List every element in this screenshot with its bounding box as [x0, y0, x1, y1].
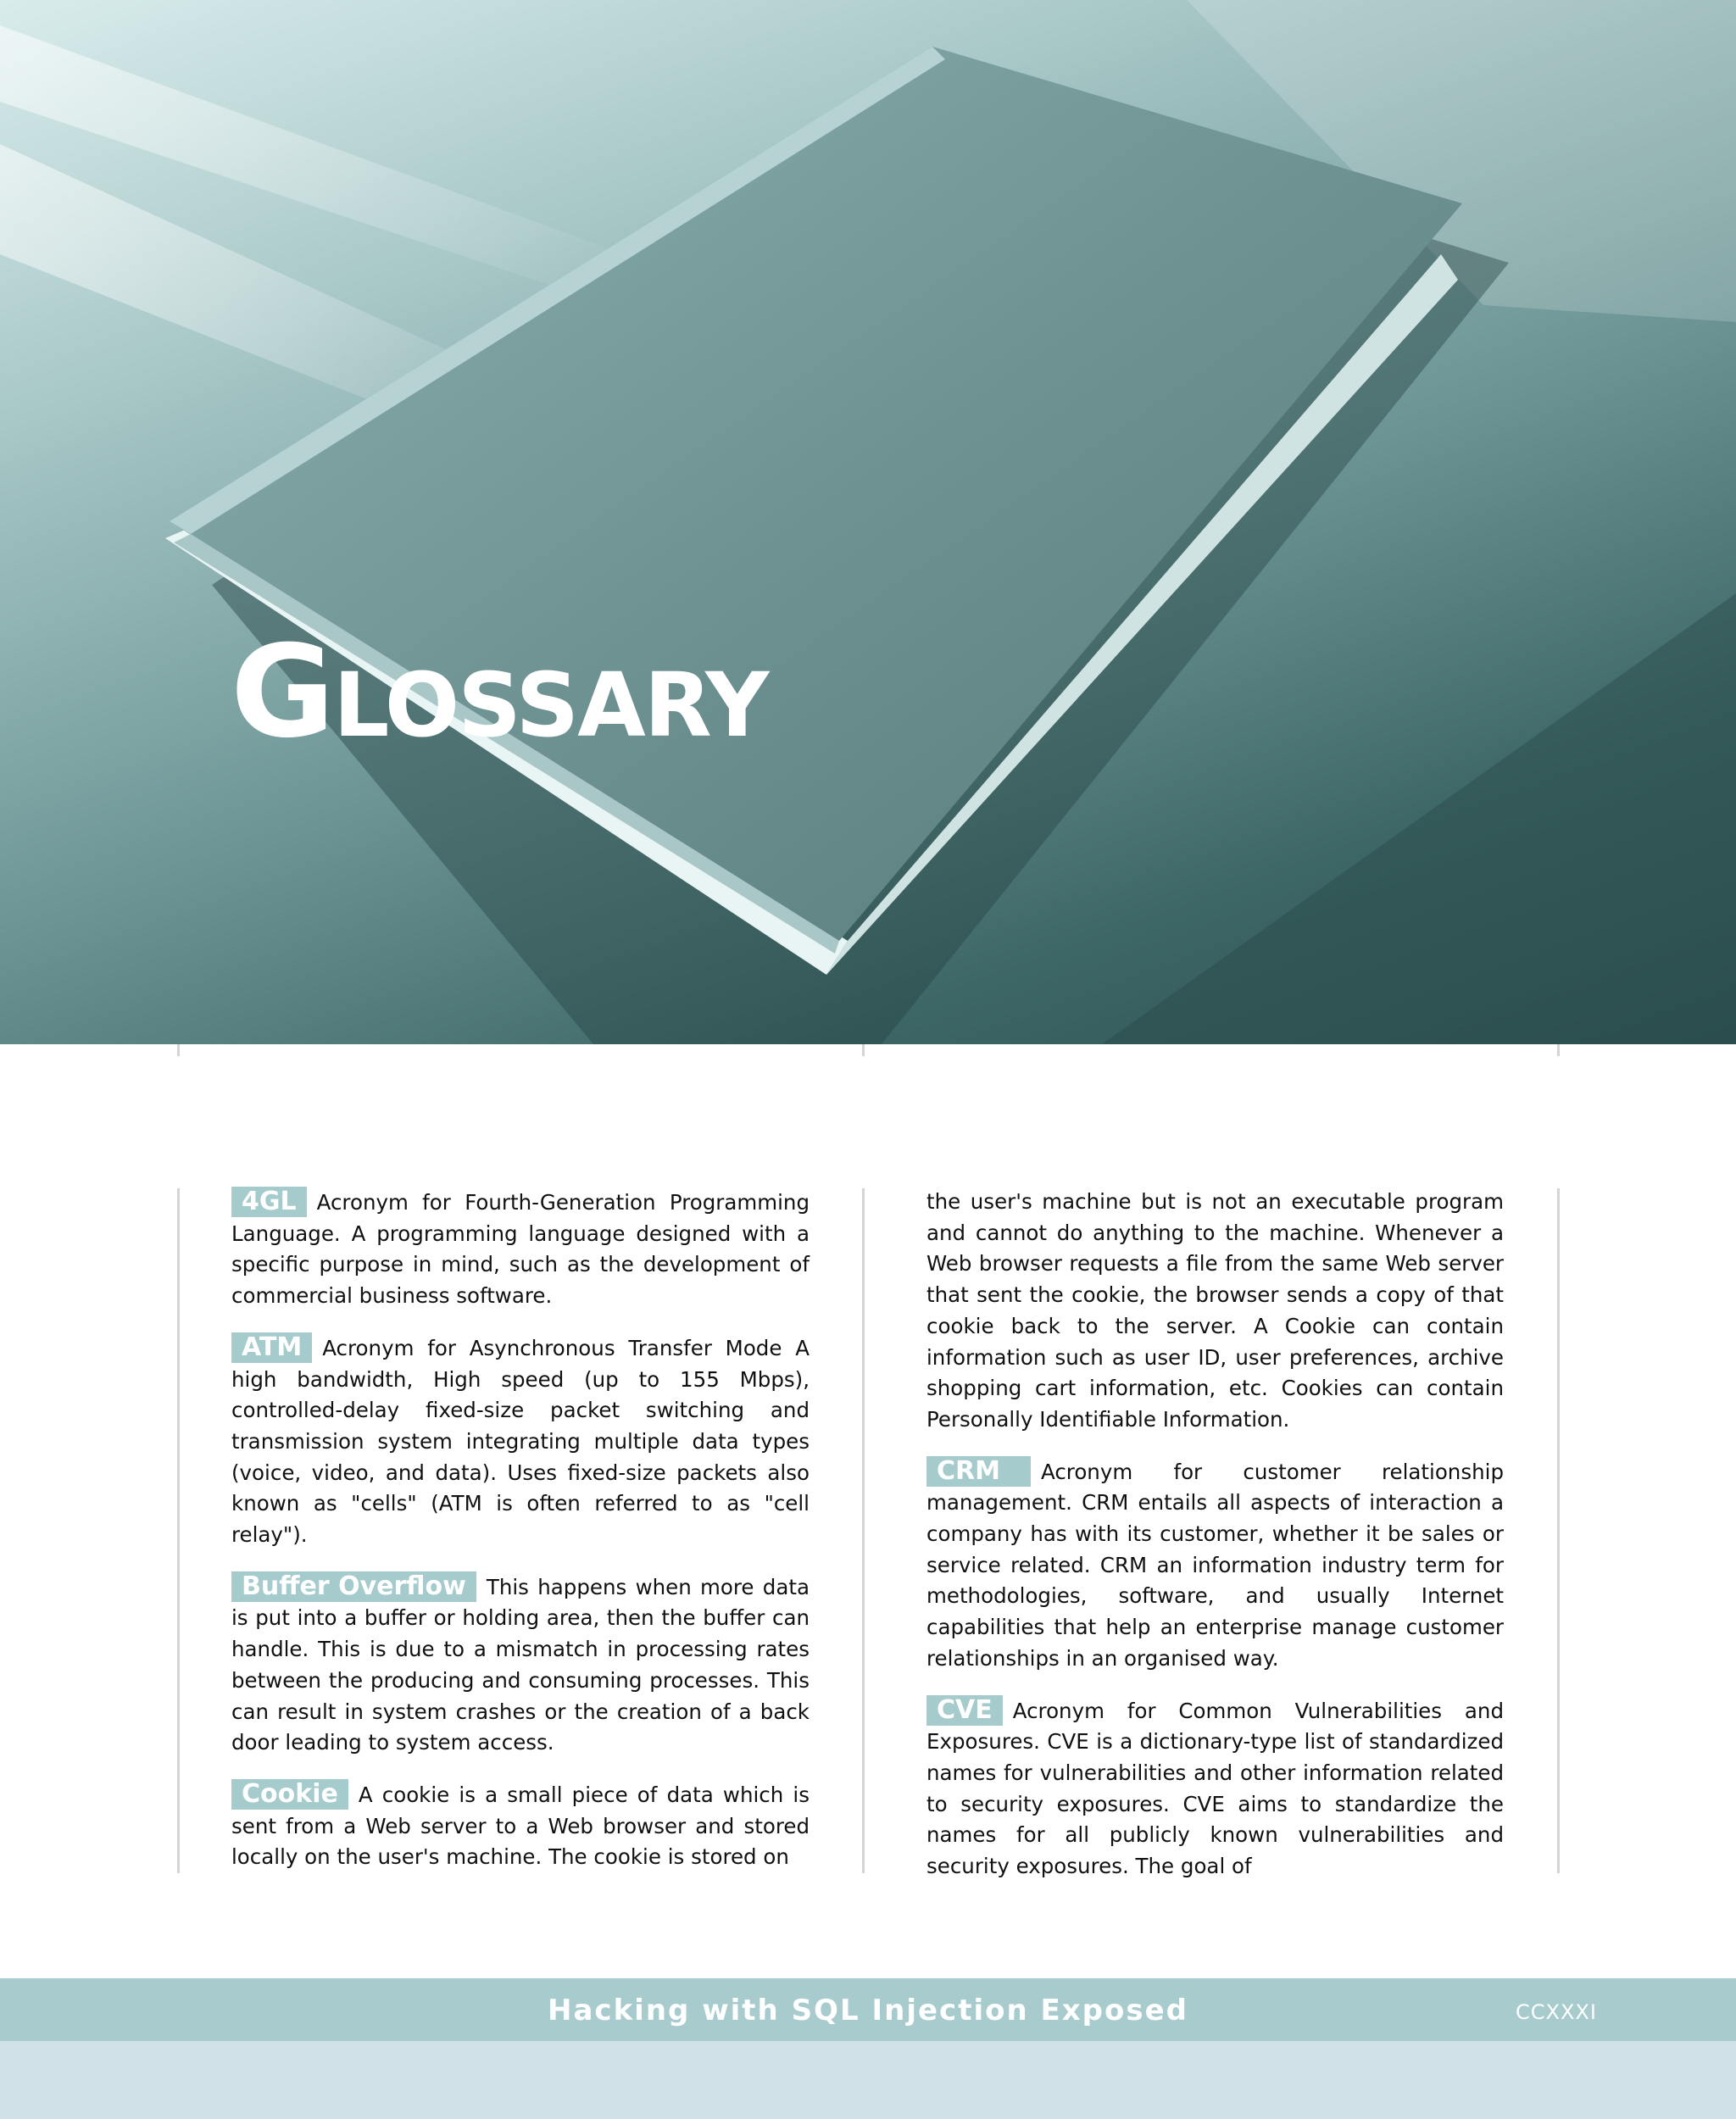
- glossary-term: Buffer Overflow: [231, 1571, 476, 1602]
- glossary-definition: Acronym for customer relationship management. CRM entails all aspects of interaction a company has with its customer, whether it be sales or service related. CRM an information industry term for methodologies, software, and usually Internet capabilities that help an enterprise manage customer relationships in an organised way.: [926, 1459, 1504, 1671]
- bottom-band: [0, 2041, 1736, 2119]
- glossary-definition: the user's machine but is not an executable program and cannot do anything to the machine. Whenever a Web browser requests a file from the same Web server that sent the cookie, the browser sends a copy of that cookie back to the server. A Cookie can contain information such as user ID, user preferences, archive shopping cart information, etc. Cookies can contain Personally Identifiable Information.: [926, 1189, 1504, 1432]
- glossary-entry-cve: [926, 1695, 1504, 1883]
- glossary-entry-cookie: [231, 1779, 810, 1873]
- page-title-rest: LOSSARY: [333, 653, 768, 757]
- column-rule-middle-top: [862, 1044, 865, 1056]
- column-rule-right-top: [1557, 1044, 1560, 1056]
- glossary-term: CRM: [926, 1456, 1031, 1487]
- glossary-definition: Acronym for Common Vulnerabilities and Exposures. CVE is a dictionary-type list of standardized names for vulnerabilities and other information related to security exposures. CVE aims to standardize the names for all publicly known vulnerabilities and security exposures. The goal of: [926, 1698, 1504, 1879]
- book-illustration: [0, 0, 1736, 1044]
- column-rule-middle: [862, 1188, 865, 1873]
- glossary-entry-4gl: [231, 1187, 810, 1312]
- glossary-entry-crm: [926, 1456, 1504, 1675]
- page-footer: [0, 1978, 1736, 2041]
- glossary-term: 4GL: [231, 1187, 307, 1217]
- header-photo: [0, 0, 1736, 1044]
- page-title-initial: G: [231, 619, 334, 766]
- glossary-term: Cookie: [231, 1779, 348, 1810]
- glossary-column-right: [926, 1187, 1504, 1903]
- page-title: [231, 619, 768, 766]
- page-number: CCXXXI: [1516, 2000, 1597, 2024]
- glossary-entry-cookie-continued: [926, 1187, 1504, 1436]
- glossary-entry-atm: [231, 1332, 810, 1551]
- glossary-definition: A cookie is a small piece of data which is sent from a Web server to a Web browser and stored locally on the user's machine. The cookie is stored on: [231, 1782, 810, 1870]
- glossary-definition: This happens when more data is put into a buffer or holding area, then the buffer can handle. This is due to a mismatch in processing rates between the producing and consuming processes. This can result in system crashes or the creation of a back door leading to system access.: [231, 1574, 810, 1755]
- footer-book-title: Hacking with SQL Injection Exposed: [548, 1994, 1188, 2027]
- column-rule-right: [1557, 1188, 1560, 1873]
- glossary-definition: Acronym for Fourth-Generation Programming Language. A programming language designed with a specific purpose in mind, such as the development of commercial business software.: [231, 1190, 810, 1309]
- glossary-definition: Acronym for Asynchronous Transfer Mode A high bandwidth, High speed (up to 155 Mbps), controlled-delay fixed-size packet switching and transmission system integrating multiple data types (voice, video, and data). Uses fixed-size packets also known as "cells" (ATM is often referred to as "cell relay").: [231, 1335, 810, 1548]
- column-rule-left-top: [177, 1044, 180, 1056]
- column-rule-left: [177, 1188, 180, 1873]
- glossary-entry-buffer-overflow: [231, 1571, 810, 1759]
- glossary-term: ATM: [231, 1332, 312, 1363]
- glossary-term: CVE: [926, 1695, 1003, 1726]
- glossary-column-left: [231, 1187, 810, 1894]
